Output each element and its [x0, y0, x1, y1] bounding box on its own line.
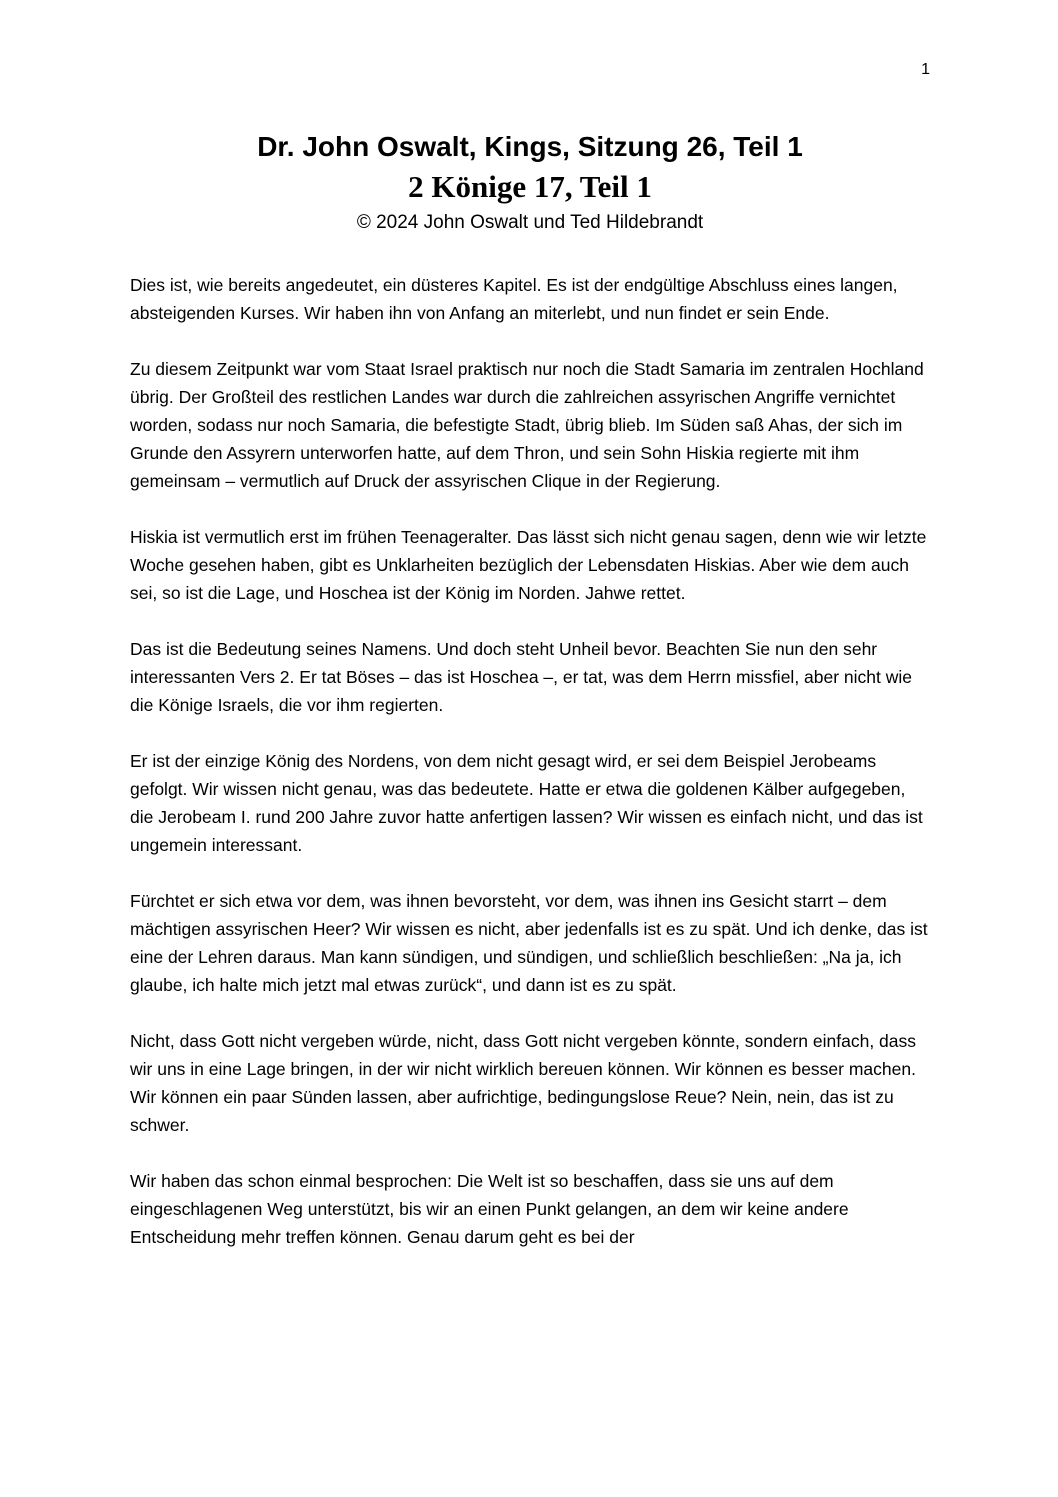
document-subtitle: 2 Könige 17, Teil 1: [408, 168, 652, 204]
paragraph: Fürchtet er sich etwa vor dem, was ihnen bevorsteht, vor dem, was ihnen ins Gesicht starrt – dem mächtigen assyrischen Heer? Wir wissen es nicht, aber jedenfalls ist es zu spät. Und ich denke, das ist eine der Lehren daraus. Man kann sündigen, und sündigen, und schließlich beschließen: „Na ja, ich glaube, ich halte mich jetzt mal etwas zurück“, und dann ist es zu spät.: [130, 891, 928, 996]
paragraph: Nicht, dass Gott nicht vergeben würde, nicht, dass Gott nicht vergeben könnte, sondern einfach, dass wir uns in eine Lage bringen, in der wir nicht wirklich bereuen können. Wir können es besser machen. Wir können ein paar Sünden lassen, aber aufrichtige, bedingungslose Reue? Nein, nein, das ist zu schwer.: [130, 1031, 917, 1136]
paragraph: Er ist der einzige König des Nordens, von dem nicht gesagt wird, er sei dem Beispiel Jerobeams gefolgt. Wir wissen nicht genau, was das bedeutete. Hatte er etwa die goldenen Kälber aufgegeben, die Jerobeam I. rund 200 Jahre zuvor hatte anfertigen lassen? Wir wissen es einfach nicht, und das ist ungemein interessant.: [130, 751, 923, 856]
paragraph: Zu diesem Zeitpunkt war vom Staat Israel praktisch nur noch die Stadt Samaria im zentralen Hochland übrig. Der Großteil des restlichen Landes war durch die zahlreichen assyrischen Angriffe vernichtet worden, sodass nur noch Samaria, die befestigte Stadt, übrig blieb. Im Süden saß Ahas, der sich im Grunde den Assyrern unterworfen hatte, auf dem Thron, und sein Sohn Hiskia regierte mit ihm gemeinsam – vermutlich auf Druck der assyrischen Clique in der Regierung.: [130, 359, 924, 492]
paragraph: Wir haben das schon einmal besprochen: Die Welt ist so beschaffen, dass sie uns auf dem eingeschlagenen Weg unterstützt, bis wir an einen Punkt gelangen, an dem wir keine andere Entscheidung mehr treffen können. Genau darum geht es bei der: [130, 1171, 849, 1248]
copyright-line: © 2024 John Oswalt und Ted Hildebrandt: [356, 211, 704, 233]
paragraph: Hiskia ist vermutlich erst im frühen Teenageralter. Das lässt sich nicht genau sagen, denn wie wir letzte Woche gesehen haben, gibt es Unklarheiten bezüglich der Lebensdaten Hiskias. Aber wie dem auch sei, so ist die Lage, und Hoschea ist der König im Norden. Jahwe rettet.: [130, 527, 927, 604]
paragraph: Dies ist, wie bereits angedeutet, ein düsteres Kapitel. Es ist der endgültige Abschluss eines langen, absteigenden Kurses. Wir haben ihn von Anfang an miterlebt, und nun findet er sein Ende.: [130, 275, 898, 324]
page-number: 1: [921, 61, 930, 78]
paragraph: Das ist die Bedeutung seines Namens. Und doch steht Unheil bevor. Beachten Sie nun den sehr interessanten Vers 2. Er tat Böses – das ist Hoschea –, er tat, was dem Herrn missfiel, aber nicht wie die Könige Israels, die vor ihm regierten.: [130, 639, 913, 716]
document-title: Dr. John Oswalt, Kings, Sitzung 26, Teil 1: [257, 131, 803, 162]
